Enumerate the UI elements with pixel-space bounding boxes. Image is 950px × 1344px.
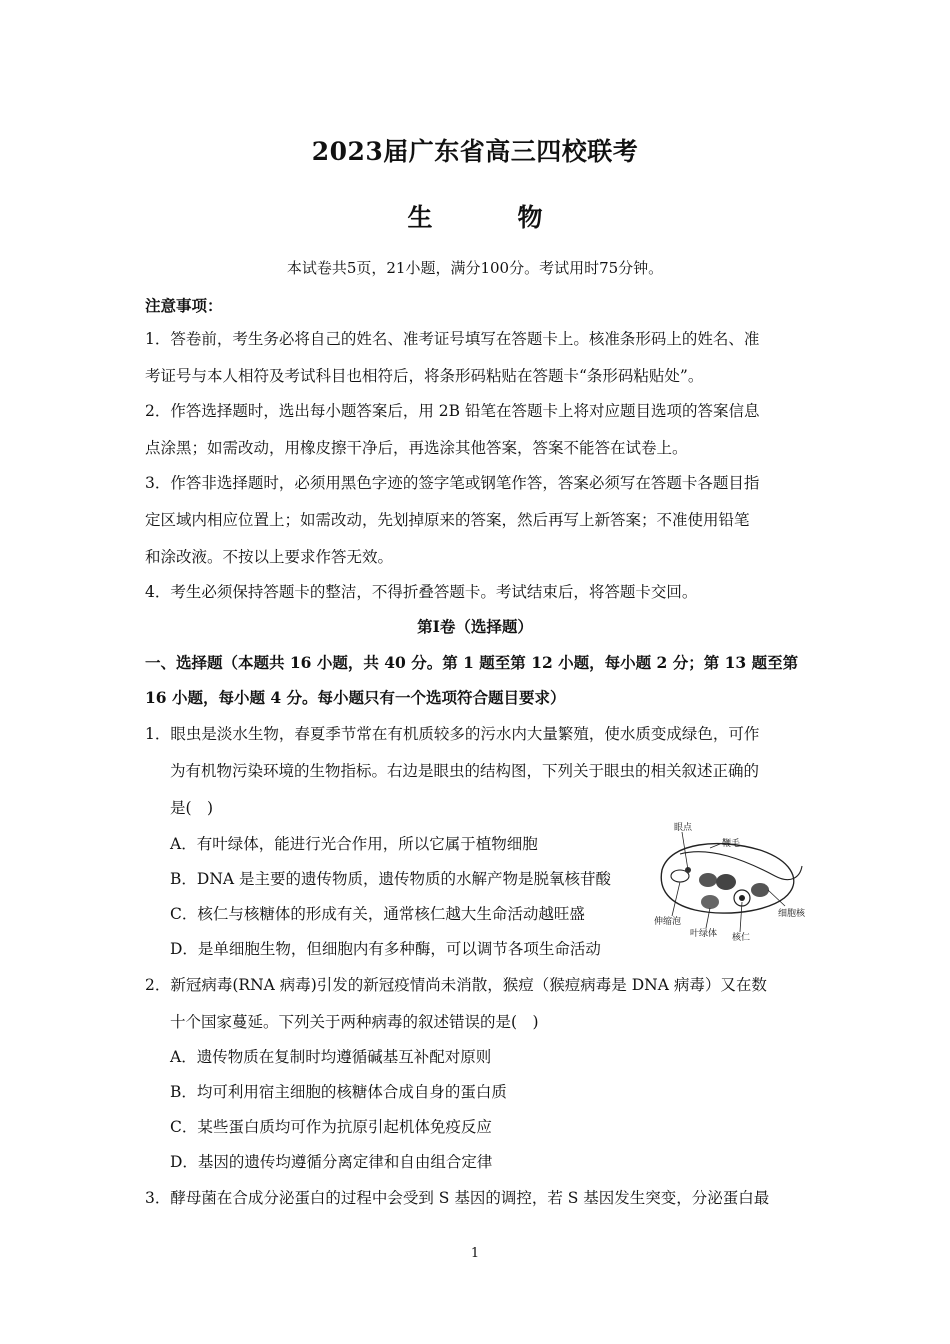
notice-line: 1．答卷前，考生务必将自己的姓名、准考证号填写在答题卡上。核准条形码上的姓名、准 [145, 330, 760, 348]
section-instructions: 16 小题，每小题 4 分。每小题只有一个选项符合题目要求） [145, 688, 566, 707]
question-3-stem: 3．酵母菌在合成分泌蛋白的过程中会受到 S 基因的调控，若 S 基因发生突变，分泌蛋白最 [145, 1189, 770, 1207]
question-1-option-b: B．DNA 是主要的遗传物质，遗传物质的水解产物是脱氧核苷酸 [170, 870, 612, 888]
question-1-option-d: D．是单细胞生物，但细胞内有多种酶，可以调节各项生命活动 [170, 940, 601, 958]
label-nucleolus: 核仁 [732, 933, 751, 943]
section-title: 第Ⅰ卷（选择题） [417, 617, 533, 636]
label-chloroplast: 叶绿体 [690, 929, 718, 939]
notice-line: 4．考生必须保持答题卡的整洁，不得折叠答题卡。考试结束后，将答题卡交回。 [145, 583, 698, 601]
euglena-diagram [650, 820, 815, 945]
notice-line: 2．作答选择题时，选出每小题答案后，用 2B 铅笔在答题卡上将对应题目选项的答案信息 [145, 402, 760, 420]
question-2-option-d: D．基因的遗传均遵循分离定律和自由组合定律 [170, 1153, 493, 1171]
exam-intro: 本试卷共5页，21小题，满分100分。考试用时75分钟。 [286, 259, 664, 277]
page-number: 1 [470, 1246, 480, 1261]
page-title: 2023届广东省高三四校联考 [311, 137, 639, 166]
label-eyespot: 眼点 [674, 823, 693, 833]
notice-line: 点涂黑；如需改动，用橡皮擦干净后，再选涂其他答案，答案不能答在试卷上。 [145, 439, 688, 457]
subject-title: 生 物 [407, 203, 573, 232]
question-2-option-b: B．均可利用宿主细胞的核糖体合成自身的蛋白质 [170, 1083, 507, 1101]
question-1-option-c: C．核仁与核糖体的形成有关，通常核仁越大生命活动越旺盛 [170, 905, 585, 923]
label-nucleus: 细胞核 [778, 909, 806, 919]
question-1-stem: 是( ) [170, 799, 214, 817]
section-instructions: 一、选择题（本题共 16 小题，共 40 分。第 1 题至第 12 小题，每小题 2 分；第 13 题至第 [145, 653, 799, 672]
notice-line: 考证号与本人相符及考试科目也相符后，将条形码粘贴在答题卡“条形码粘贴处”。 [145, 367, 704, 385]
notice-line: 3．作答非选择题时，必须用黑色字迹的签字笔或钢笔作答，答案必须写在答题卡各题目指 [145, 474, 760, 492]
notice-line: 定区域内相应位置上；如需改动，先划掉原来的答案，然后再写上新答案；不准使用铅笔 [145, 511, 750, 529]
notice-heading: 注意事项： [145, 296, 223, 315]
question-1-stem: 为有机物污染环境的生物指标。右边是眼虫的结构图，下列关于眼虫的相关叙述正确的 [170, 762, 760, 780]
question-1-option-a: A．有叶绿体，能进行光合作用，所以它属于植物细胞 [170, 835, 538, 853]
question-2-stem: 2．新冠病毒(RNA 病毒)引发的新冠疫情尚未消散，猴痘（猴痘病毒是 DNA 病毒）又在数 [145, 976, 767, 994]
question-2-option-a: A．遗传物质在复制时均遵循碱基互补配对原则 [170, 1048, 492, 1066]
question-2-option-c: C．某些蛋白质均可作为抗原引起机体免疫反应 [170, 1118, 492, 1136]
notice-line: 和涂改液。不按以上要求作答无效。 [145, 548, 394, 566]
label-flagellum: 鞭毛 [722, 839, 741, 849]
question-1-stem: 1．眼虫是淡水生物，春夏季节常在有机质较多的污水内大量繁殖，使水质变成绿色，可作 [145, 725, 760, 743]
question-2-stem: 十个国家蔓延。下列关于两种病毒的叙述错误的是( ) [170, 1013, 539, 1031]
label-contractile-vacuole: 伸缩泡 [654, 917, 682, 927]
